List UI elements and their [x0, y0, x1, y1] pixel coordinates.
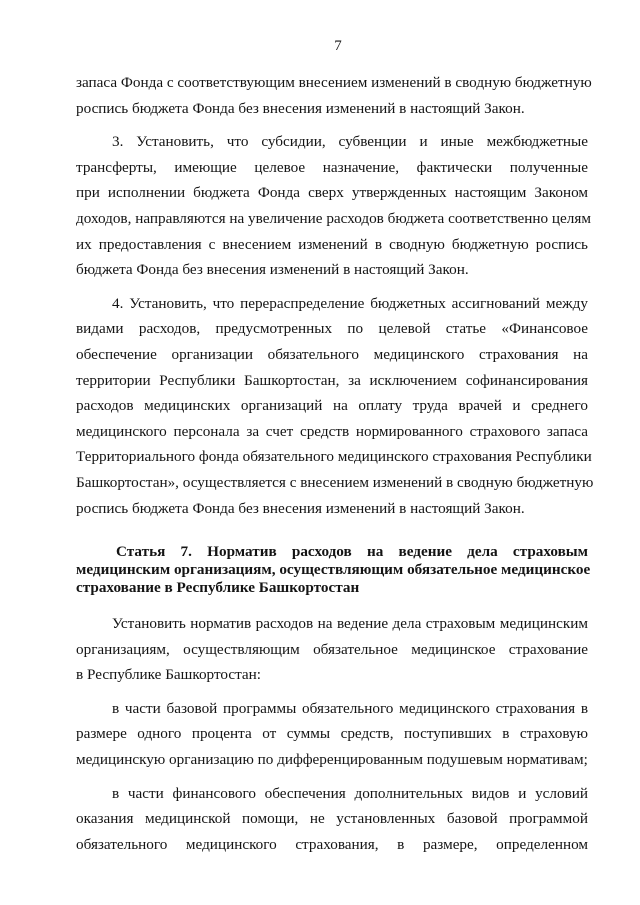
text-line: Территориального фонда обязательного медицинского страхования Республики: [76, 448, 592, 466]
text-line: медицинского персонала за счет средств нормированного страхового запаса: [76, 422, 588, 440]
text-line: в части базовой программы обязательного медицинского страхования в: [112, 699, 588, 717]
paragraph-clause-4: [76, 291, 594, 521]
text-line: размере одного процента от суммы средств, поступивших в страховую: [76, 725, 588, 743]
text-line: трансферты, имеющие целевое назначение, фактически полученные: [76, 158, 588, 176]
article-heading: [76, 543, 591, 597]
paragraph-norm-intro: [76, 611, 588, 688]
document-body: [76, 70, 594, 857]
paragraph-clause-3: [76, 129, 591, 283]
text-line: обязательного медицинского страхования, в размере, определенном: [76, 835, 588, 853]
text-line: расходов медицинских организаций на оплату труда врачей и среднего: [76, 397, 588, 415]
heading-line: Статья 7. Норматив расходов на ведение дела страховым: [116, 543, 588, 561]
text-line: Установить норматив расходов на ведение дела страховым медицинским: [112, 615, 588, 633]
paragraph-additional-types: [76, 781, 588, 858]
heading-line: страхование в Республике Башкортостан: [76, 579, 360, 597]
text-line: 4. Установить, что перераспределение бюджетных ассигнований между: [112, 294, 588, 312]
text-line: их предоставления с внесением изменений в сводную бюджетную роспись: [76, 235, 588, 253]
text-line: бюджета Фонда без внесения изменений в настоящий Закон.: [76, 261, 469, 279]
heading-line: медицинским организациям, осуществляющим обязательное медицинское: [76, 561, 591, 579]
text-line: Башкортостан», осуществляется с внесением изменений в сводную бюджетную: [76, 473, 594, 491]
text-line: медицинскую организацию по дифференцированным подушевым нормативам;: [76, 751, 588, 769]
paragraph-continuation: [76, 70, 592, 121]
text-line: роспись бюджета Фонда без внесения изменений в настоящий Закон.: [76, 99, 525, 117]
text-line: в части финансового обеспечения дополнительных видов и условий: [112, 784, 588, 802]
text-line: организациям, осуществляющим обязательное медицинское страхование: [76, 640, 588, 658]
text-line: 3. Установить, что субсидии, субвенции и иные межбюджетные: [112, 133, 588, 151]
page-number: 7: [334, 38, 342, 54]
text-line: роспись бюджета Фонда без внесения изменений в настоящий Закон.: [76, 499, 525, 517]
text-line: видами расходов, предусмотренных по целевой статье «Финансовое: [76, 320, 588, 338]
text-line: территории Республики Башкортостан, за исключением софинансирования: [76, 371, 588, 389]
text-line: обеспечение организации обязательного медицинского страхования на: [76, 345, 588, 363]
paragraph-basic-program: [76, 696, 588, 773]
text-line: доходов, направляются на увеличение расходов бюджета соответственно целям: [76, 209, 591, 227]
text-line: оказания медицинской помощи, не установленных базовой программой: [76, 810, 588, 828]
text-line: в Республике Башкортостан:: [76, 666, 262, 684]
text-line: запаса Фонда с соответствующим внесением изменений в сводную бюджетную: [76, 74, 592, 91]
text-line: при исполнении бюджета Фонда сверх утвержденных настоящим Законом: [76, 184, 588, 202]
